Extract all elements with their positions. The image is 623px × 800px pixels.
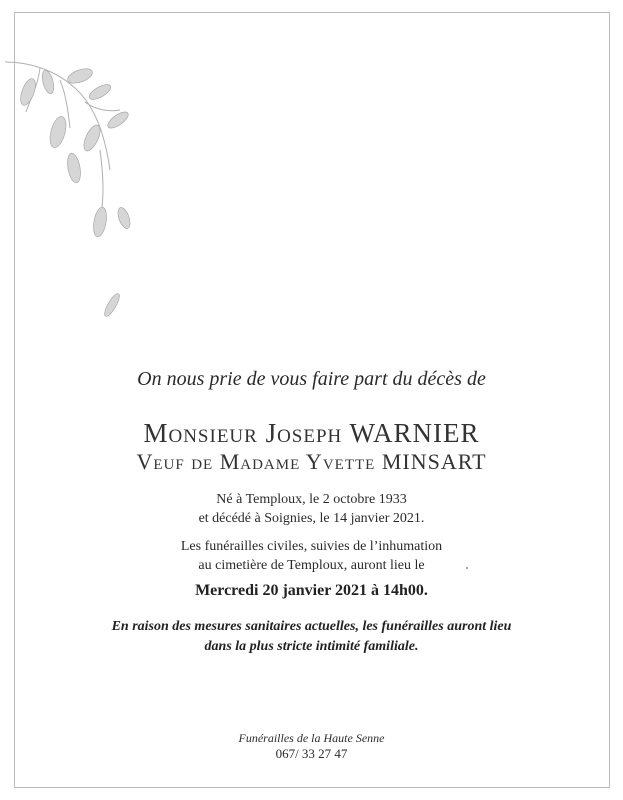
death-line: et décédé à Soignies, le 14 janvier 2021. [198, 511, 425, 526]
leafy-branch-icon [0, 40, 160, 340]
deceased-surname: WARNIER [349, 418, 480, 448]
widow-prefix: Veuf de Madame Yvette [136, 449, 376, 474]
notice-line-2: dans la plus stricte intimité familiale. [204, 639, 419, 654]
birth-death-details [0, 490, 623, 528]
intro-text: On nous prie de vous faire part du décès de [137, 368, 486, 390]
footer [0, 730, 623, 762]
funeral-line-2: au cimetière de Temploux, auront lieu le [198, 558, 425, 573]
widow-line [0, 449, 623, 475]
funeral-date: Mercredi 20 janvier 2021 à 14h00. [195, 582, 428, 599]
funeral-line-1: Les funérailles civiles, suivies de l’inhumation [180, 539, 443, 554]
notice-line-1: En raison des mesures sanitaires actuelles, les funérailles auront lieu [111, 619, 512, 634]
deceased-name [0, 418, 623, 449]
funeral-agency: Funérailles de la Haute Senne [238, 731, 385, 745]
ink-speck [466, 567, 468, 569]
widow-surname: MINSART [381, 449, 487, 474]
birth-line: Né à Temploux, le 2 octobre 1933 [216, 492, 407, 507]
agency-phone: 067/ 33 27 47 [275, 746, 348, 761]
funeral-details [0, 537, 623, 575]
deceased-title: Monsieur Joseph [143, 418, 343, 448]
sanitary-notice [0, 617, 623, 657]
